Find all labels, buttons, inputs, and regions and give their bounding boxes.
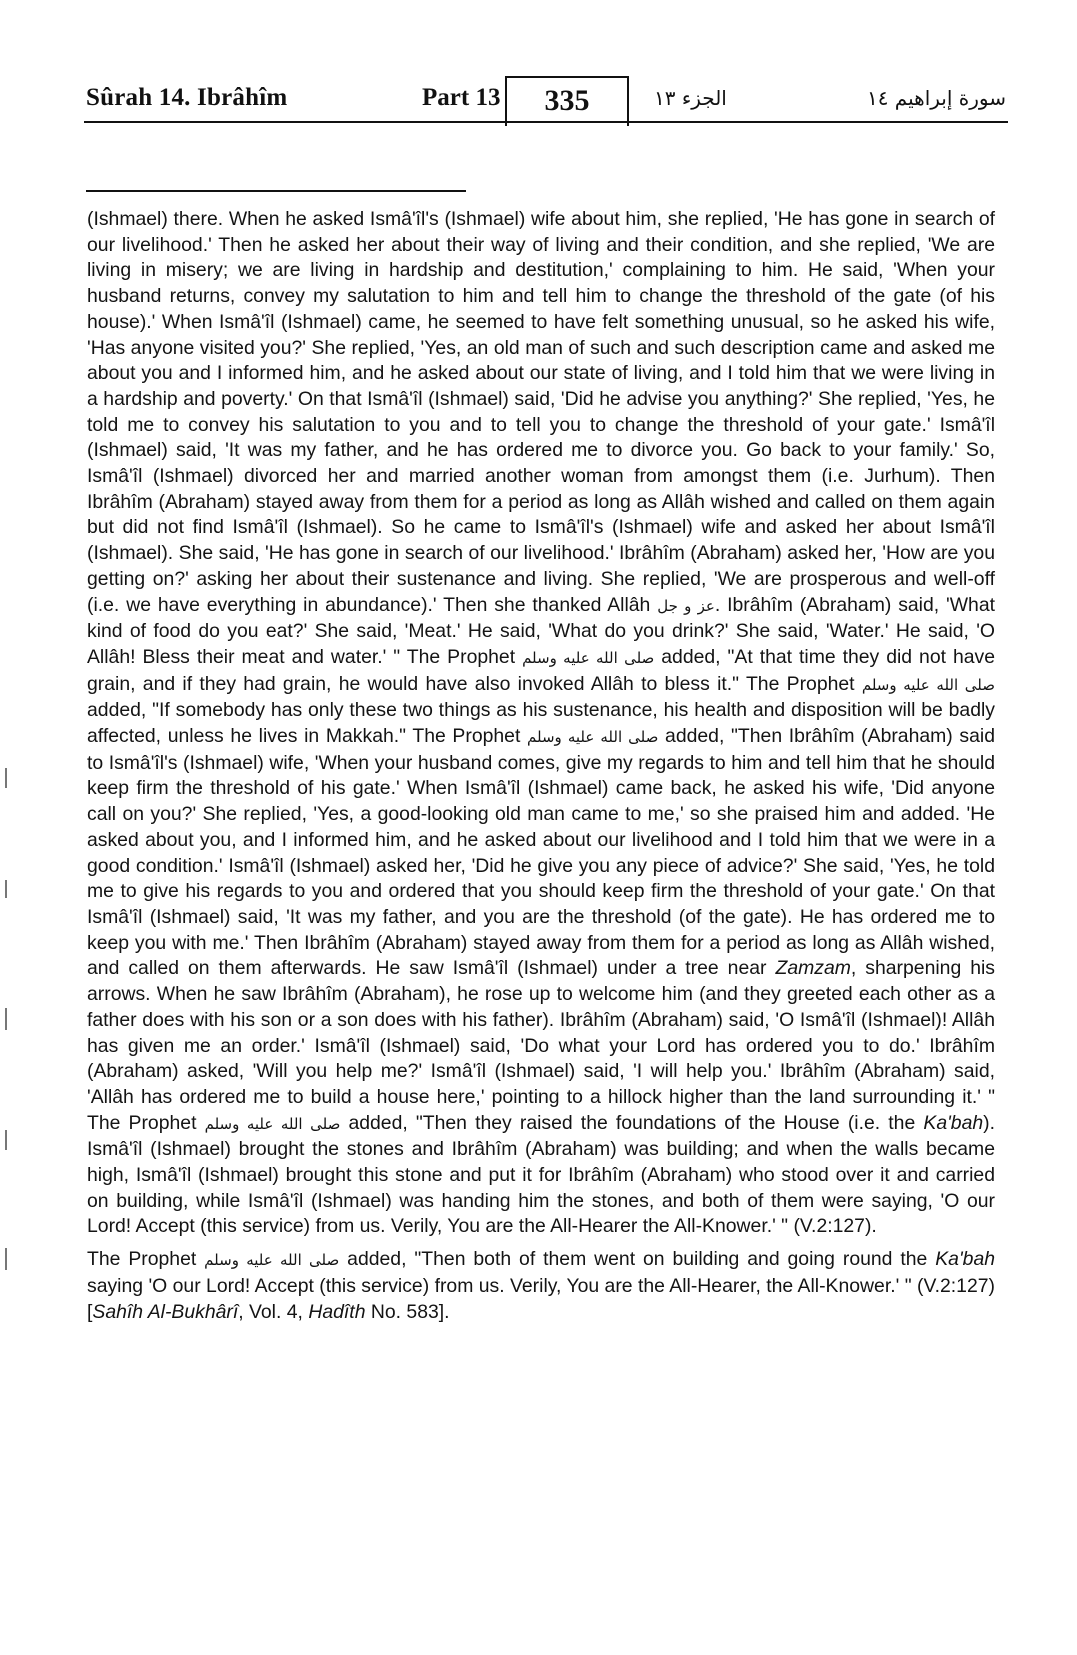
text-run: added, "At that time they did not have grain, and if they had grain, he would have also invoked Allâh to bless it." The Prophet [87,645,996,695]
text-run: No. 583]. [370,1300,450,1323]
azza-wa-jall: عز و جل [657,596,715,615]
header-rule [84,121,1008,123]
honorific: صلى الله عليه وسلم [527,728,659,747]
surah-title: Sûrah 14. Ibrâhîm [86,84,288,111]
scan-margin-mark [5,1130,7,1150]
text-run: saying 'O our Lord! Accept (this service) from us. Verily, You are the All-Hearer, the All-Knower.' " (V.2:127) [ [87,1274,995,1323]
text-run: The Prophet [87,1248,197,1271]
page-number: 335 [544,84,590,117]
text-run: , Vol. 4, [238,1300,303,1323]
paragraph [87,1247,995,1325]
scan-margin-mark [5,1248,7,1270]
italic-term: Hadîth [308,1300,366,1323]
text-run: ). Ismâ'îl (Ishmael) brought the stones and Ibrâhîm (Abraham) was building; and when the walls became high, Ismâ'îl (Ishmael) brought this stone and put it for Ibrâhîm (Abraham) who stood over it and carried on building, while Ismâ'îl (Ishmael) was handing him the stones, and both of them were saying, 'O our Lord! Accept (this service) from us. Verily, You are the All-Hearer the All-Knower.' " (V.2:127). [87,1111,996,1238]
italic-term: Ka'bah [935,1248,996,1271]
source-title: Sahîh Al-Bukhârî [92,1300,239,1323]
scan-margin-mark [5,1008,7,1030]
scan-margin-mark [5,880,7,898]
paragraph [87,207,995,1240]
italic-term: Ka'bah [923,1111,984,1134]
scan-margin-mark [5,768,7,788]
text-run: . Ibrâhîm (Abraham) said, 'What kind of food do you eat?' She said, 'Meat.' He said, 'What do you drink?' She said, 'Water.' He said, 'O Allâh! Bless their meat and water.' " The Prophet [87,593,996,668]
honorific: صلى الله عليه وسلم [204,1251,340,1270]
surah-title-arabic: سورة إبراهيم ١٤ [866,86,1006,110]
honorific: صلى الله عليه وسلم [204,1114,341,1133]
text-run: , sharpening his arrows. When he saw Ibrâhîm (Abraham), he rose up to welcome him (and they greeted each other as a father does with his son or a son does with his father). Ibrâhîm (Abraham) said, 'O Ismâ'îl (Ishmael)! Allâh has given me an order.' Ismâ'îl (Ishmael) said, 'Do what your Lord has ordered you to do.' Ibrâhîm (Abraham) asked, 'Will you help me?' Ismâ'îl (Ishmael) said, 'I will help you.' Ibrâhîm (Abraham) said, 'Allâh has ordered me to build a house here,' pointing to a hillock higher than the land surrounding it.' " The Prophet [87,957,995,1134]
text-run: added, "If somebody has only these two things as his sustenance, his health and disposition will be badly affected, unless he lives in Makkah." The Prophet [87,699,995,748]
text-run: (Ishmael) there. When he asked Ismâ'îl's (Ishmael) wife about him, she replied, 'He has gone in search of our livelihood.' Then he asked her about their way of living and their condition, and she replied, 'We are living in misery; we are living in hardship and destitution,' complaining to him. He said, 'When your husband returns, convey my salutation to him and tell him to change the threshold of the gate (of his house).' When Ismâ'îl (Ishmael) came, he seemed to have felt something unusual, so he asked his wife, 'Has anyone visited you?' She replied, 'Yes, an old man of such and such description came and asked me about you and I informed him, and he asked about our state of living, and I told him that we were living in a hardship and poverty.' On that Ismâ'îl (Ishmael) said, 'Did he advise you anything?' She replied, 'Yes, he told me to convey his salutation to you and to tell you to change the threshold of your gate.' Ismâ'îl (Ishmael) said, 'It was my father, and he has ordered me to divorce you. Go back to your family.' So, Ismâ'îl (Ishmael) divorced her and married another woman from amongst them (i.e. Jurhum). Then Ibrâhîm (Abraham) stayed away from them for a period as long as Allâh wished and called on them again but did not find Ismâ'îl (Ishmael). So he came to Ismâ'îl's (Ishmael) wife and asked her about Ismâ'îl (Ishmael). She said, 'He has gone in search of our livelihood.' Ibrâhîm (Abraham) asked her, 'How are you getting on?' asking her about their sustenance and living. She replied, 'We are prosperous and well-off (i.e. we have everything in abundance).' Then she thanked Allâh [87,208,995,616]
text-run: added, "Then Ibrâhîm (Abraham) said to Ismâ'îl's (Ishmael) wife, 'When your husband comes, give my regards to him and tell him that he should keep firm the threshold of his gate.' When Ismâ'îl (Ishmael) came back, he asked his wife, 'Did anyone call on you?' She replied, 'Yes, a good-looking old man came to me,' so she praised him and added. 'He asked about you, and I informed him, and he asked about our livelihood and I told him that we were in a good condition.' Ismâ'îl (Ishmael) asked her, 'Did he give you any piece of advice?' She said, 'Yes, he told me to give his regards to you and ordered that you should keep firm the threshold of your gate.' On that Ismâ'îl (Ishmael) said, 'It was my father, and you are the threshold (of the gate). He has ordered me to keep you with me.' Then Ibrâhîm (Abraham) stayed away from them for a period as long as Allâh wished, and called on them afterwards. He saw Ismâ'îl (Ishmael) under a tree near [87,725,996,980]
italic-term: Zamzam [775,957,851,980]
footnote-text [87,207,995,1332]
footnote-separator [86,190,466,192]
page-header [86,78,1006,124]
text-run: added, "Then they raised the foundations of the House (i.e. the [348,1111,916,1134]
text-run: added, "Then both of them went on building and going round the [347,1248,928,1271]
honorific: صلى الله عليه وسلم [861,675,996,694]
part-label: Part 13 [422,84,501,111]
juz-label-arabic: الجزء ١٣ [654,86,727,110]
honorific: صلى الله عليه وسلم [522,648,655,667]
page-number-box [505,76,629,126]
